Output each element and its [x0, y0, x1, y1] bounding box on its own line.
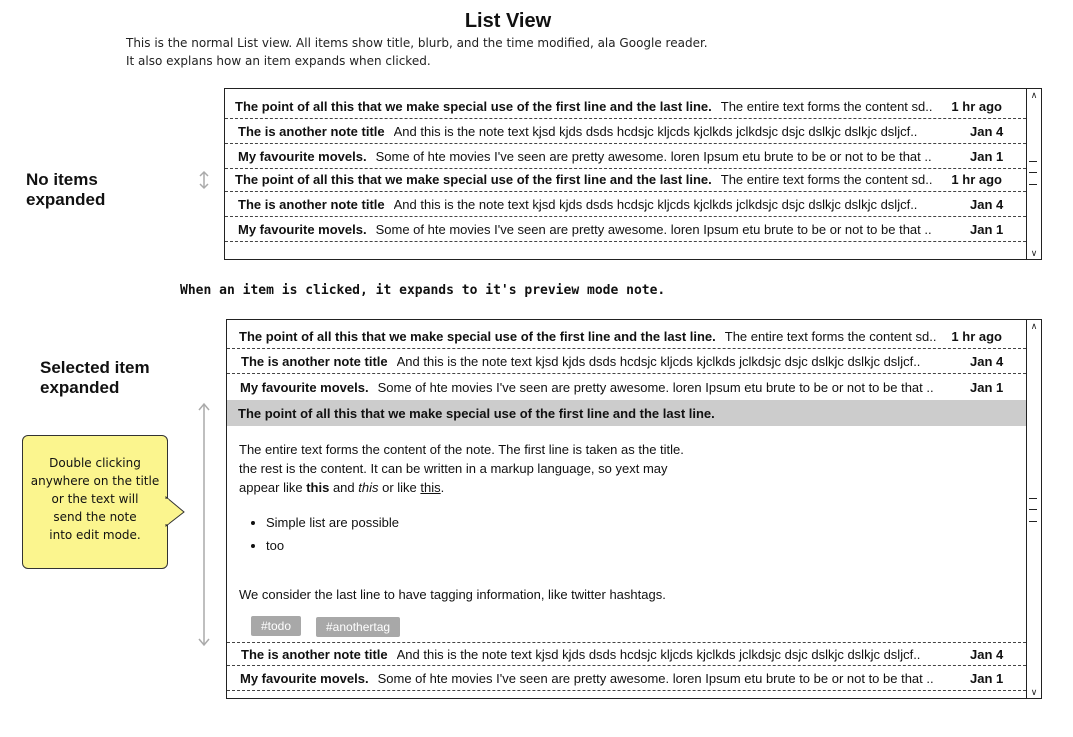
tag-badge[interactable]: #anothertag [316, 617, 400, 637]
list-item[interactable] [227, 667, 1026, 691]
chevron-down-icon[interactable]: ∨ [1030, 687, 1038, 697]
chevron-down-icon[interactable]: ∨ [1030, 248, 1038, 258]
chevron-up-icon[interactable]: ∧ [1030, 90, 1038, 100]
note-time: Jan 4 [970, 124, 1004, 139]
preview-text: or like [378, 480, 421, 495]
expanded-list-panel [226, 319, 1042, 699]
preview-line-1: The entire text forms the content of the note. The first line is taken as the title. [239, 442, 684, 457]
sticky-note-line-1: Double clicking [49, 456, 141, 470]
list-item[interactable] [225, 120, 1026, 144]
scrollbar-thumb[interactable] [1029, 498, 1037, 522]
list-item[interactable] [225, 168, 1026, 192]
preview-text: . [440, 480, 445, 495]
expanded-height-arrow-icon [196, 402, 212, 648]
note-title: The is another note title [238, 124, 385, 139]
selected-note-title[interactable]: The point of all this that we make special use of the first line and the last line. [227, 400, 1026, 426]
preview-bullet-list [239, 511, 684, 557]
description-line-1: This is the normal List view. All items show title, blurb, and the time modified, ala Google reader. [126, 36, 708, 50]
sticky-note-line-3: or the text will [51, 492, 139, 506]
note-time: Jan 1 [970, 222, 1004, 237]
preview-text: and [329, 480, 359, 495]
collapsed-label-line-2: expanded [26, 190, 106, 209]
list-item[interactable] [227, 325, 1026, 349]
note-time: Jan 1 [970, 379, 1004, 395]
description-line-2: It also explans how an item expands when clicked. [126, 54, 431, 68]
tag-badge[interactable]: #todo [251, 616, 301, 636]
selected-note-preview[interactable] [239, 440, 684, 557]
scrollbar[interactable] [1026, 320, 1041, 698]
note-title: My favourite movels. [240, 379, 369, 395]
sticky-note-line-5: into edit mode. [49, 528, 141, 542]
note-title: The point of all this that we make special use of the first line and the last line. [239, 329, 716, 344]
sticky-note-pointer [165, 496, 187, 528]
note-title: The is another note title [241, 354, 388, 369]
note-time: Jan 1 [970, 149, 1004, 164]
list-item[interactable] [225, 145, 1026, 169]
list-item[interactable] [225, 193, 1026, 217]
note-time: Jan 4 [970, 354, 1004, 369]
collapsed-list-panel [224, 88, 1042, 260]
note-blurb: And this is the note text kjsd kjds dsds hcdsjc kljcds kjclkds jclkdsjc dsjc dslkjc dslkjc dsljcf.. [393, 197, 918, 212]
collapsed-label-line-1: No items [26, 170, 98, 189]
sticky-note-line-2: anywhere on the title [30, 474, 160, 488]
sticky-note-line-4: send the note [53, 510, 137, 524]
note-title: The is another note title [238, 197, 385, 212]
scrollbar[interactable] [1026, 89, 1041, 259]
preview-bold-word: this [306, 480, 330, 495]
note-blurb: And this is the note text kjsd kjds dsds hcdsjc kljcds kjclkds jclkdsjc dsjc dslkjc dslkjc dsljcf.. [396, 646, 921, 662]
note-blurb: Some of hte movies I've seen are pretty awesome. loren Ipsum etu brute to be or not to be that .. [375, 149, 932, 164]
note-time: 1 hr ago [951, 172, 1002, 187]
bullet-item: • Simple list are possible [266, 511, 684, 534]
transition-note: When an item is clicked, it expands to it's preview mode note. [180, 283, 666, 298]
note-time: Jan 4 [970, 197, 1004, 212]
preview-link-word[interactable]: this [420, 480, 441, 495]
collapsed-section-label [26, 170, 105, 210]
note-blurb: And this is the note text kjsd kjds dsds hcdsjc kljcds kjclkds jclkdsjc dsjc dslkjc dslkjc dsljcf.. [396, 354, 921, 369]
list-item[interactable] [225, 218, 1026, 242]
note-title: My favourite movels. [240, 671, 369, 686]
preview-line-3 [239, 478, 684, 497]
expanded-section-label [40, 358, 150, 398]
note-time: 1 hr ago [951, 329, 1002, 344]
note-blurb: Some of hte movies I've seen are pretty awesome. loren Ipsum etu brute to be or not to be that .. [377, 379, 934, 395]
note-title: The is another note title [241, 646, 388, 662]
note-blurb: And this is the note text kjsd kjds dsds hcdsjc kljcds kjclkds jclkdsjc dsjc dslkjc dslkjc dsljcf.. [393, 124, 918, 139]
note-title: My favourite movels. [238, 222, 367, 237]
page-title: List View [464, 10, 552, 32]
note-time: Jan 4 [970, 646, 1004, 662]
preview-italic-word: this [358, 480, 379, 495]
scrollbar-thumb[interactable] [1029, 161, 1037, 185]
note-blurb: Some of hte movies I've seen are pretty awesome. loren Ipsum etu brute to be or not to be that .. [375, 222, 932, 237]
preview-line-2: the rest is the content. It can be written in a markup language, so yext may [239, 461, 668, 476]
note-time: Jan 1 [970, 671, 1004, 686]
list-item[interactable] [227, 350, 1026, 374]
note-blurb: The entire text forms the content sd.. [724, 329, 937, 344]
preview-text: appear like [239, 480, 307, 495]
list-item[interactable] [227, 642, 1026, 666]
note-time: 1 hr ago [951, 99, 1002, 114]
note-title: The point of all this that we make special use of the first line and the last line. [235, 172, 712, 187]
chevron-up-icon[interactable]: ∧ [1030, 321, 1038, 331]
note-blurb: Some of hte movies I've seen are pretty awesome. loren Ipsum etu brute to be or not to be that .. [377, 671, 934, 686]
preview-last-line: We consider the last line to have tagging information, like twitter hashtags. [239, 587, 666, 602]
note-blurb: The entire text forms the content sd.. [720, 99, 933, 114]
note-title: The point of all this that we make special use of the first line and the last line. [235, 99, 712, 114]
note-blurb: The entire text forms the content sd.. [720, 172, 933, 187]
expanded-label-line-2: expanded [40, 378, 120, 397]
sticky-note [22, 435, 168, 569]
vertical-resize-icon [197, 170, 211, 190]
bullet-item: • too [266, 534, 684, 557]
note-title: My favourite movels. [238, 149, 367, 164]
list-item[interactable] [227, 375, 1026, 399]
expanded-label-line-1: Selected item [40, 358, 150, 377]
list-item[interactable] [225, 95, 1026, 119]
